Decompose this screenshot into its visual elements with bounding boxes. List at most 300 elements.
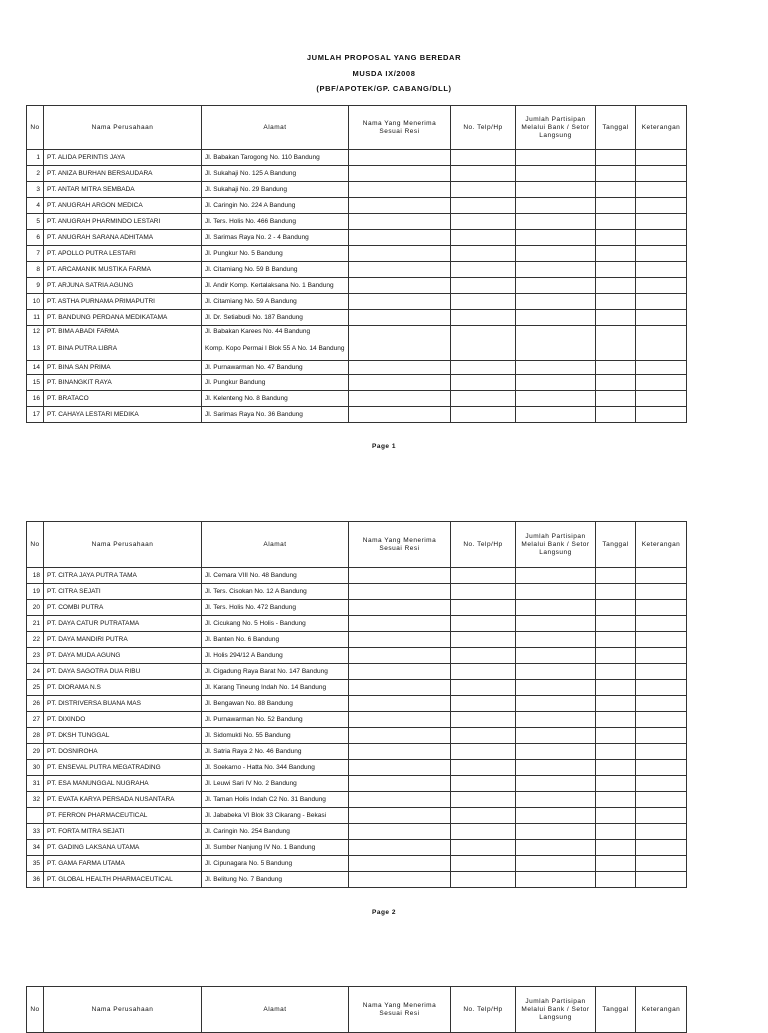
- cell-jumlah: [516, 696, 596, 712]
- cell-telp: [451, 294, 516, 310]
- cell-alamat: Jl. Cemara VIII No. 48 Bandung: [202, 568, 349, 584]
- cell-no: 15: [27, 375, 44, 391]
- cell-nama-perusahaan: PT. DAYA CATUR PUTRATAMA: [44, 616, 202, 632]
- cell-no: 11: [27, 310, 44, 326]
- cell-penerima: [349, 664, 451, 680]
- cell-no: 4: [27, 198, 44, 214]
- cell-alamat: Jl. Sukahaji No. 125 A Bandung: [202, 166, 349, 182]
- cell-penerima: [349, 198, 451, 214]
- cell-no: 14: [27, 361, 44, 375]
- table-row: [27, 664, 687, 680]
- cell-telp: [451, 361, 516, 375]
- cell-tanggal: [596, 182, 636, 198]
- cell-penerima: [349, 648, 451, 664]
- cell-nama-perusahaan: PT. COMBI PUTRA: [44, 600, 202, 616]
- cell-penerima: [349, 840, 451, 856]
- cell-keterangan: [636, 728, 687, 744]
- cell-telp: [451, 326, 516, 338]
- cell-nama-perusahaan: PT. ESA MANUNGGAL NUGRAHA: [44, 776, 202, 792]
- cell-keterangan: [636, 616, 687, 632]
- cell-no: 6: [27, 230, 44, 246]
- cell-nama-perusahaan: PT. ENSEVAL PUTRA MEGATRADING: [44, 760, 202, 776]
- cell-keterangan: [636, 361, 687, 375]
- cell-nama-perusahaan: PT. DISTRIVERSA BUANA MAS: [44, 696, 202, 712]
- cell-telp: [451, 744, 516, 760]
- cell-telp: [451, 230, 516, 246]
- cell-telp: [451, 375, 516, 391]
- cell-jumlah: [516, 584, 596, 600]
- cell-alamat: Jl. Sarimas Raya No. 2 - 4 Bandung: [202, 230, 349, 246]
- cell-jumlah: [516, 407, 596, 423]
- cell-nama-perusahaan: PT. ANUGRAH PHARMINDO LESTARI: [44, 214, 202, 230]
- table-row: [27, 278, 687, 294]
- cell-no: 7: [27, 246, 44, 262]
- cell-alamat: Jl. Belitung No. 7 Bandung: [202, 872, 349, 888]
- cell-alamat: Komp. Kopo Permai I Blok 55 A No. 14 Bandung: [202, 338, 349, 361]
- cell-alamat: Jl. Ters. Cisokan No. 12 A Bandung: [202, 584, 349, 600]
- cell-keterangan: [636, 166, 687, 182]
- cell-jumlah: [516, 262, 596, 278]
- cell-keterangan: [636, 808, 687, 824]
- cell-telp: [451, 182, 516, 198]
- cell-jumlah: [516, 198, 596, 214]
- cell-penerima: [349, 696, 451, 712]
- cell-penerima: [349, 230, 451, 246]
- header-row: [27, 522, 687, 568]
- cell-telp: [451, 278, 516, 294]
- table-row: [27, 712, 687, 728]
- page-number-1: Page 1: [372, 443, 396, 450]
- col-header-nama: Nama Perusahaan: [44, 522, 202, 568]
- cell-jumlah: [516, 166, 596, 182]
- cell-tanggal: [596, 278, 636, 294]
- table-row: [27, 792, 687, 808]
- cell-no: 24: [27, 664, 44, 680]
- cell-jumlah: [516, 391, 596, 407]
- cell-tanggal: [596, 166, 636, 182]
- cell-penerima: [349, 294, 451, 310]
- col-header-keterangan: Keterangan: [636, 987, 687, 1033]
- cell-keterangan: [636, 872, 687, 888]
- cell-nama-perusahaan: PT. DOSNIROHA: [44, 744, 202, 760]
- cell-keterangan: [636, 568, 687, 584]
- cell-tanggal: [596, 338, 636, 361]
- cell-no: 16: [27, 391, 44, 407]
- table-row: [27, 872, 687, 888]
- cell-tanggal: [596, 712, 636, 728]
- cell-no: 35: [27, 856, 44, 872]
- cell-alamat: Jl. Taman Holis Indah C2 No. 31 Bandung: [202, 792, 349, 808]
- cell-penerima: [349, 361, 451, 375]
- cell-penerima: [349, 792, 451, 808]
- cell-penerima: [349, 214, 451, 230]
- cell-telp: [451, 856, 516, 872]
- cell-telp: [451, 568, 516, 584]
- cell-telp: [451, 648, 516, 664]
- col-header-nama: Nama Perusahaan: [44, 106, 202, 150]
- cell-alamat: Jl. Cicukang No. 5 Holis - Bandung: [202, 616, 349, 632]
- cell-jumlah: [516, 712, 596, 728]
- cell-tanggal: [596, 198, 636, 214]
- doc-title-line3: (PBF/APOTEK/GP. CABANG/DLL): [316, 84, 452, 93]
- cell-telp: [451, 808, 516, 824]
- cell-telp: [451, 840, 516, 856]
- cell-tanggal: [596, 375, 636, 391]
- cell-keterangan: [636, 230, 687, 246]
- cell-tanggal: [596, 310, 636, 326]
- cell-no: 33: [27, 824, 44, 840]
- cell-tanggal: [596, 150, 636, 166]
- cell-nama-perusahaan: PT. BANDUNG PERDANA MEDIKATAMA: [44, 310, 202, 326]
- cell-no: 3: [27, 182, 44, 198]
- cell-keterangan: [636, 407, 687, 423]
- cell-jumlah: [516, 632, 596, 648]
- cell-keterangan: [636, 792, 687, 808]
- table-row: [27, 182, 687, 198]
- cell-alamat: Jl. Sarimas Raya No. 36 Bandung: [202, 407, 349, 423]
- cell-nama-perusahaan: PT. ALIDA PERINTIS JAYA: [44, 150, 202, 166]
- col-header-jumlah: Jumlah Partisipan Melalui Bank / Setor Langsung: [516, 987, 596, 1033]
- cell-alamat: Jl. Jababeka VI Blok 33 Cikarang - Bekasi: [202, 808, 349, 824]
- cell-tanggal: [596, 664, 636, 680]
- cell-tanggal: [596, 696, 636, 712]
- table-row: [27, 648, 687, 664]
- cell-nama-perusahaan: PT. FORTA MITRA SEJATI: [44, 824, 202, 840]
- cell-tanggal: [596, 407, 636, 423]
- cell-keterangan: [636, 375, 687, 391]
- cell-penerima: [349, 680, 451, 696]
- table-row: [27, 214, 687, 230]
- cell-tanggal: [596, 616, 636, 632]
- cell-telp: [451, 338, 516, 361]
- cell-jumlah: [516, 856, 596, 872]
- cell-alamat: Jl. Karang Tineung Indah No. 14 Bandung: [202, 680, 349, 696]
- col-header-keterangan: Keterangan: [636, 522, 687, 568]
- cell-jumlah: [516, 375, 596, 391]
- cell-nama-perusahaan: PT. APOLLO PUTRA LESTARI: [44, 246, 202, 262]
- cell-keterangan: [636, 326, 687, 338]
- cell-alamat: Jl. Dr. Setiabudi No. 187 Bandung: [202, 310, 349, 326]
- cell-penerima: [349, 166, 451, 182]
- cell-jumlah: [516, 808, 596, 824]
- table-row: [27, 166, 687, 182]
- cell-jumlah: [516, 648, 596, 664]
- col-header-keterangan: Keterangan: [636, 106, 687, 150]
- cell-keterangan: [636, 338, 687, 361]
- cell-jumlah: [516, 664, 596, 680]
- cell-tanggal: [596, 214, 636, 230]
- cell-jumlah: [516, 680, 596, 696]
- cell-keterangan: [636, 262, 687, 278]
- cell-telp: [451, 166, 516, 182]
- cell-keterangan: [636, 760, 687, 776]
- cell-keterangan: [636, 584, 687, 600]
- table-row: [27, 856, 687, 872]
- cell-alamat: Jl. Pungkur Bandung: [202, 375, 349, 391]
- cell-telp: [451, 792, 516, 808]
- cell-telp: [451, 696, 516, 712]
- col-header-penerima: Nama Yang Menerima Sesuai Resi: [349, 106, 451, 150]
- cell-tanggal: [596, 648, 636, 664]
- cell-tanggal: [596, 294, 636, 310]
- cell-tanggal: [596, 760, 636, 776]
- cell-nama-perusahaan: PT. ASTHA PURNAMA PRIMAPUTRI: [44, 294, 202, 310]
- table-row: [27, 407, 687, 423]
- table-row: [27, 150, 687, 166]
- cell-keterangan: [636, 310, 687, 326]
- cell-nama-perusahaan: PT. GLOBAL HEALTH PHARMACEUTICAL: [44, 872, 202, 888]
- cell-nama-perusahaan: PT. DAYA MANDIRI PUTRA: [44, 632, 202, 648]
- cell-tanggal: [596, 246, 636, 262]
- cell-jumlah: [516, 326, 596, 338]
- cell-telp: [451, 632, 516, 648]
- cell-alamat: Jl. Satria Raya 2 No. 46 Bandung: [202, 744, 349, 760]
- cell-alamat: Jl. Sumber Nanjung IV No. 1 Bandung: [202, 840, 349, 856]
- cell-keterangan: [636, 278, 687, 294]
- cell-telp: [451, 824, 516, 840]
- col-header-no: No: [27, 106, 44, 150]
- cell-alamat: Jl. Holis 294/12 A Bandung: [202, 648, 349, 664]
- cell-keterangan: [636, 198, 687, 214]
- proposal-table-page-3: [26, 986, 687, 1033]
- header-row: [27, 987, 687, 1033]
- cell-keterangan: [636, 648, 687, 664]
- cell-keterangan: [636, 856, 687, 872]
- cell-tanggal: [596, 680, 636, 696]
- cell-telp: [451, 760, 516, 776]
- cell-nama-perusahaan: PT. BINANGKIT RAYA: [44, 375, 202, 391]
- cell-keterangan: [636, 744, 687, 760]
- table-row: [27, 310, 687, 326]
- cell-telp: [451, 616, 516, 632]
- cell-nama-perusahaan: PT. ARJUNA SATRIA AGUNG: [44, 278, 202, 294]
- cell-keterangan: [636, 824, 687, 840]
- cell-penerima: [349, 391, 451, 407]
- cell-no: 22: [27, 632, 44, 648]
- cell-jumlah: [516, 182, 596, 198]
- cell-telp: [451, 872, 516, 888]
- cell-jumlah: [516, 728, 596, 744]
- cell-nama-perusahaan: PT. BIMA ABADI FARMA: [44, 326, 202, 338]
- cell-nama-perusahaan: PT. ARCAMANIK MUSTIKA FARMA: [44, 262, 202, 278]
- cell-nama-perusahaan: PT. DKSH TUNGGAL: [44, 728, 202, 744]
- cell-keterangan: [636, 391, 687, 407]
- cell-penerima: [349, 246, 451, 262]
- cell-no: 34: [27, 840, 44, 856]
- table-row: [27, 568, 687, 584]
- cell-keterangan: [636, 150, 687, 166]
- cell-penerima: [349, 728, 451, 744]
- table-row: [27, 760, 687, 776]
- cell-keterangan: [636, 294, 687, 310]
- cell-keterangan: [636, 696, 687, 712]
- cell-alamat: Jl. Citamiang No. 59 B Bandung: [202, 262, 349, 278]
- table-row: [27, 728, 687, 744]
- cell-penerima: [349, 338, 451, 361]
- cell-penerima: [349, 262, 451, 278]
- cell-alamat: Jl. Leuwi Sari IV No. 2 Bandung: [202, 776, 349, 792]
- cell-jumlah: [516, 744, 596, 760]
- table-row: [27, 262, 687, 278]
- cell-tanggal: [596, 568, 636, 584]
- cell-nama-perusahaan: PT. CAHAYA LESTARI MEDIKA: [44, 407, 202, 423]
- cell-telp: [451, 407, 516, 423]
- cell-alamat: Jl. Cipunagara No. 5 Bandung: [202, 856, 349, 872]
- cell-no: 1: [27, 150, 44, 166]
- table-row: [27, 326, 687, 338]
- cell-alamat: Jl. Caringin No. 254 Bandung: [202, 824, 349, 840]
- cell-no: 31: [27, 776, 44, 792]
- col-header-tanggal: Tanggal: [596, 522, 636, 568]
- cell-telp: [451, 712, 516, 728]
- cell-penerima: [349, 407, 451, 423]
- cell-no: [27, 808, 44, 824]
- cell-telp: [451, 262, 516, 278]
- cell-alamat: Jl. Babakan Karees No. 44 Bandung: [202, 326, 349, 338]
- cell-nama-perusahaan: PT. ANIZA BURHAN BERSAUDARA: [44, 166, 202, 182]
- cell-keterangan: [636, 776, 687, 792]
- cell-tanggal: [596, 808, 636, 824]
- cell-keterangan: [636, 600, 687, 616]
- cell-penerima: [349, 375, 451, 391]
- cell-nama-perusahaan: PT. BINA PUTRA LIBRA: [44, 338, 202, 361]
- cell-no: 26: [27, 696, 44, 712]
- col-header-tanggal: Tanggal: [596, 106, 636, 150]
- cell-alamat: Jl. Sidomukti No. 55 Bandung: [202, 728, 349, 744]
- cell-no: 17: [27, 407, 44, 423]
- cell-penerima: [349, 310, 451, 326]
- cell-penerima: [349, 584, 451, 600]
- cell-penerima: [349, 278, 451, 294]
- table-row: [27, 294, 687, 310]
- doc-title-line2: MUSDA IX/2008: [352, 69, 416, 78]
- table-body: [27, 568, 687, 888]
- col-header-nama: Nama Perusahaan: [44, 987, 202, 1033]
- cell-telp: [451, 246, 516, 262]
- cell-jumlah: [516, 840, 596, 856]
- cell-nama-perusahaan: PT. GAMA FARMA UTAMA: [44, 856, 202, 872]
- cell-tanggal: [596, 840, 636, 856]
- cell-no: 32: [27, 792, 44, 808]
- col-header-penerima: Nama Yang Menerima Sesuai Resi: [349, 987, 451, 1033]
- cell-nama-perusahaan: PT. EVATA KARYA PERSADA NUSANTARA: [44, 792, 202, 808]
- cell-telp: [451, 600, 516, 616]
- cell-alamat: Jl. Soekarno - Hatta No. 344 Bandung: [202, 760, 349, 776]
- cell-tanggal: [596, 262, 636, 278]
- cell-tanggal: [596, 856, 636, 872]
- cell-alamat: Jl. Cigadung Raya Barat No. 147 Bandung: [202, 664, 349, 680]
- cell-telp: [451, 776, 516, 792]
- cell-jumlah: [516, 310, 596, 326]
- cell-alamat: Jl. Banten No. 6 Bandung: [202, 632, 349, 648]
- col-header-penerima: Nama Yang Menerima Sesuai Resi: [349, 522, 451, 568]
- cell-no: 18: [27, 568, 44, 584]
- cell-no: 12: [27, 326, 44, 338]
- cell-jumlah: [516, 776, 596, 792]
- col-header-jumlah: Jumlah Partisipan Melalui Bank / Setor Langsung: [516, 106, 596, 150]
- cell-keterangan: [636, 664, 687, 680]
- cell-penerima: [349, 616, 451, 632]
- cell-penerima: [349, 760, 451, 776]
- cell-keterangan: [636, 712, 687, 728]
- col-header-alamat: Alamat: [202, 522, 349, 568]
- cell-nama-perusahaan: PT. ANTAR MITRA SEMBADA: [44, 182, 202, 198]
- cell-penerima: [349, 150, 451, 166]
- cell-penerima: [349, 872, 451, 888]
- cell-nama-perusahaan: PT. BINA SAN PRIMA: [44, 361, 202, 375]
- cell-jumlah: [516, 361, 596, 375]
- cell-tanggal: [596, 230, 636, 246]
- cell-penerima: [349, 568, 451, 584]
- cell-keterangan: [636, 214, 687, 230]
- cell-jumlah: [516, 792, 596, 808]
- cell-keterangan: [636, 632, 687, 648]
- cell-nama-perusahaan: PT. GADING LAKSANA UTAMA: [44, 840, 202, 856]
- cell-no: 20: [27, 600, 44, 616]
- cell-tanggal: [596, 600, 636, 616]
- cell-penerima: [349, 600, 451, 616]
- cell-no: 5: [27, 214, 44, 230]
- cell-penerima: [349, 856, 451, 872]
- cell-tanggal: [596, 792, 636, 808]
- col-header-no: No: [27, 522, 44, 568]
- cell-keterangan: [636, 680, 687, 696]
- cell-nama-perusahaan: PT. BRATACO: [44, 391, 202, 407]
- table-body: [27, 150, 687, 423]
- cell-alamat: Jl. Kelenteng No. 8 Bandung: [202, 391, 349, 407]
- header-row: [27, 106, 687, 150]
- cell-keterangan: [636, 840, 687, 856]
- col-header-tanggal: Tanggal: [596, 987, 636, 1033]
- col-header-telp: No. Telp/Hp: [451, 987, 516, 1033]
- cell-alamat: Jl. Sukahaji No. 29 Bandung: [202, 182, 349, 198]
- cell-tanggal: [596, 326, 636, 338]
- col-header-alamat: Alamat: [202, 106, 349, 150]
- cell-telp: [451, 728, 516, 744]
- cell-nama-perusahaan: PT. DAYA MUDA AGUNG: [44, 648, 202, 664]
- cell-penerima: [349, 808, 451, 824]
- cell-no: 19: [27, 584, 44, 600]
- cell-nama-perusahaan: PT. DIXINDO: [44, 712, 202, 728]
- table-row: [27, 808, 687, 824]
- cell-no: 30: [27, 760, 44, 776]
- cell-jumlah: [516, 760, 596, 776]
- cell-no: 10: [27, 294, 44, 310]
- col-header-alamat: Alamat: [202, 987, 349, 1033]
- table-row: [27, 632, 687, 648]
- cell-no: 8: [27, 262, 44, 278]
- cell-tanggal: [596, 744, 636, 760]
- cell-tanggal: [596, 361, 636, 375]
- cell-no: 2: [27, 166, 44, 182]
- table-row: [27, 198, 687, 214]
- table-row: [27, 600, 687, 616]
- cell-jumlah: [516, 294, 596, 310]
- cell-no: 25: [27, 680, 44, 696]
- cell-tanggal: [596, 872, 636, 888]
- cell-jumlah: [516, 150, 596, 166]
- cell-alamat: Jl. Bengawan No. 88 Bandung: [202, 696, 349, 712]
- cell-nama-perusahaan: PT. CITRA JAYA PUTRA TAMA: [44, 568, 202, 584]
- cell-nama-perusahaan: PT. CITRA SEJATI: [44, 584, 202, 600]
- cell-nama-perusahaan: PT. ANUGRAH ARGON MEDICA: [44, 198, 202, 214]
- doc-title-line1: JUMLAH PROPOSAL YANG BEREDAR: [306, 53, 462, 62]
- cell-jumlah: [516, 872, 596, 888]
- col-header-jumlah: Jumlah Partisipan Melalui Bank / Setor Langsung: [516, 522, 596, 568]
- cell-alamat: Jl. Babakan Tarogong No. 110 Bandung: [202, 150, 349, 166]
- cell-jumlah: [516, 568, 596, 584]
- cell-tanggal: [596, 391, 636, 407]
